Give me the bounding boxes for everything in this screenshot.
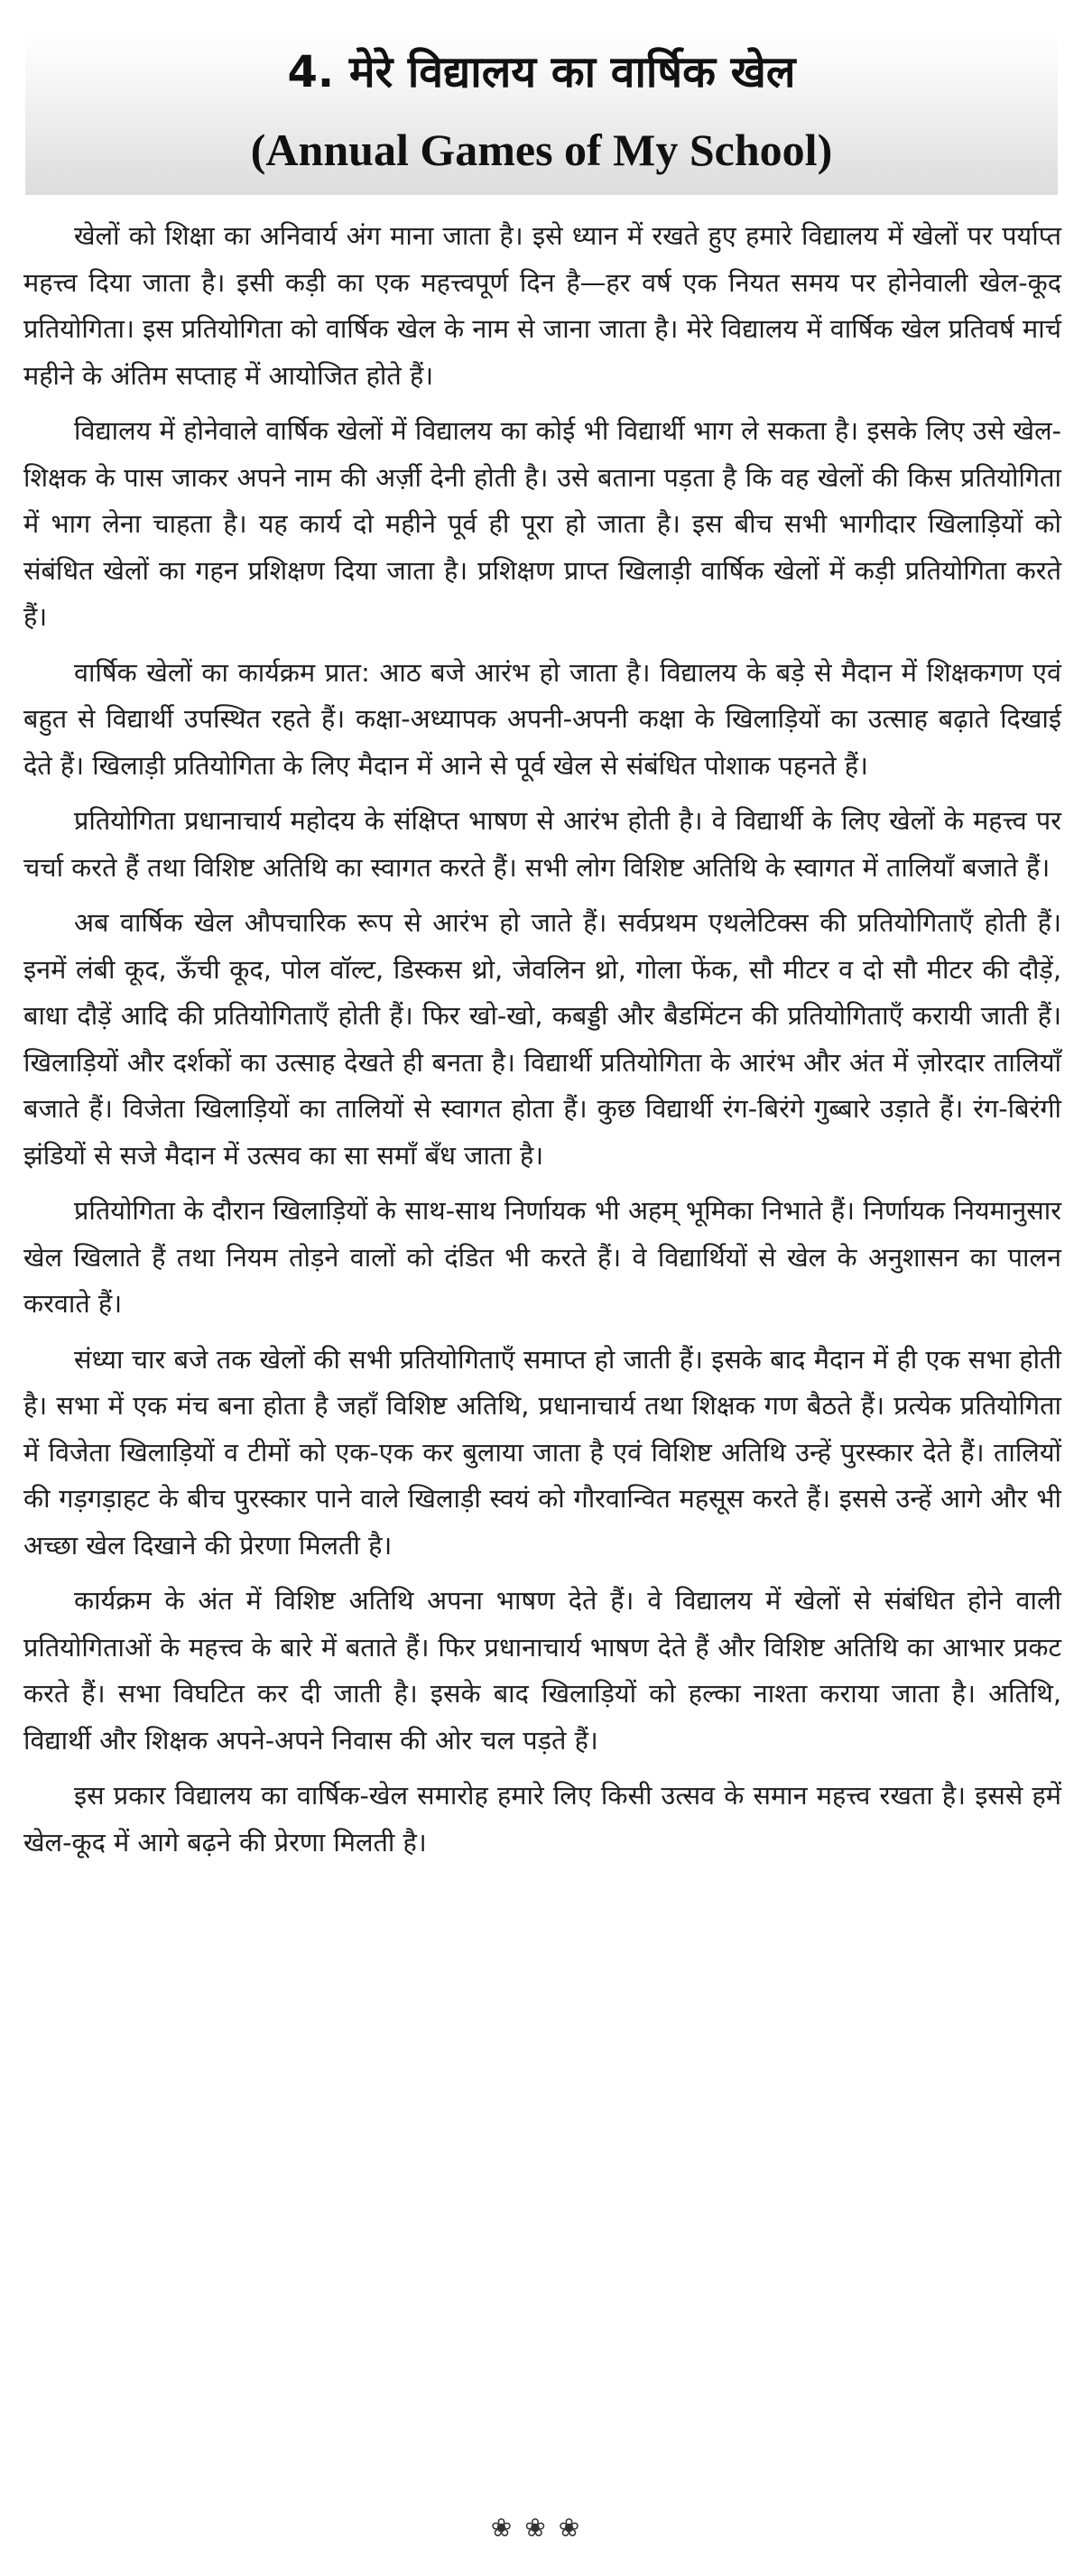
paragraph-programme-start: वार्षिक खेलों का कार्यक्रम प्रात: आठ बजे आरंभ हो जाता है। विद्यालय के बड़े से मैदान में शिक्षकगण एवं बहुत से विद्यार्थी उपस्थित रहते हैं। कक्षा-अध्यापक अपनी-अपनी कक्षा के खिलाड़ियों का उत्साह बढ़ाते दिखाई देते हैं। खिलाड़ी प्रतियोगिता के लिए मैदान में आने से पूर्व खेल से संबंधित पोशाक पहनते हैं। — [23, 656, 1061, 781]
paragraph-prize-ceremony: संध्या चार बजे तक खेलों की सभी प्रतियोगिताएँ समाप्त हो जाती हैं। इसके बाद मैदान में ही एक सभा होती है। सभा में एक मंच बना होता है जहाँ विशिष्ट अतिथि, प्रधानाचार्य तथा शिक्षक गण बैठते हैं। प्रत्येक प्रतियोगिता में विजेता खिलाड़ियों व टीमों को एक-एक कर बुलाया जाता है एवं विशिष्ट अतिथि उन्हें पुरस्कार देते हैं। तालियों की गड़गड़ाहट के बीच पुरस्कार पाने वाले खिलाड़ी स्वयं को गौरवान्वित महसूस करते हैं। इससे उन्हें आगे और भी अच्छा खेल दिखाने की प्रेरणा मिलती है। — [23, 1343, 1061, 1561]
page-title: 4. मेरे विद्यालय का वार्षिक खेल — [287, 47, 796, 97]
paragraph-events: अब वार्षिक खेल औपचारिक रूप से आरंभ हो जाते हैं। सर्वप्रथम एथलेटिक्स की प्रतियोगिताएँ होती हैं। इनमें लंबी कूद, ऊँची कूद, पोल वॉल्ट, डिस्कस थ्रो, जेवलिन थ्रो, गोला फेंक, सौ मीटर व दो सौ मीटर की दौड़ें, बाधा दौड़ें आदि की प्रतियोगिताएँ होती हैं। फिर खो-खो, कबड्डी और बैडमिंटन की प्रतियोगिताएँ करायी जाती हैं। खिलाड़ियों और दर्शकों का उत्साह देखते ही बनता है। विद्यार्थी प्रतियोगिता के आरंभ और अंत में ज़ोरदार तालियाँ बजाते हैं। विजेता खिलाड़ियों का तालियों से स्वागत होता हैं। कुछ विद्यार्थी रंग-बिरंगे गुब्बारे उड़ाते हैं। रंग-बिरंगी झंडियों से सजे मैदान में उत्सव का सा समाँ बँध जाता है। — [23, 907, 1061, 1171]
page-subtitle: (Annual Games of My School) — [250, 125, 833, 175]
paragraph-closing: कार्यक्रम के अंत में विशिष्ट अतिथि अपना भाषण देते हैं। वे विद्यालय में खेलों से संबंधित होने वाली प्रतियोगिताओं के महत्त्व के बारे में बताते हैं। फिर प्रधानाचार्य भाषण देते हैं और विशिष्ट अतिथि का आभार प्रकट करते हैं। सभा विघटित कर दी जाती है। इसके बाद खिलाड़ियों को हल्का नाश्ता कराया जाता है। अतिथि, विद्यार्थी और शिक्षक अपने-अपने निवास की ओर चल पड़ते हैं। — [23, 1585, 1061, 1756]
paragraph-conclusion: इस प्रकार विद्यालय का वार्षिक-खेल समारोह हमारे लिए किसी उत्सव के समान महत्त्व रखता है। इससे हमें खेल-कूद में आगे बढ़ने की प्रेरणा मिलती है। — [23, 1780, 1061, 1858]
paragraph-judges: प्रतियोगिता के दौरान खिलाड़ियों के साथ-साथ निर्णायक भी अहम् भूमिका निभाते हैं। निर्णायक नियमानुसार खेल खिलाते हैं तथा नियम तोड़ने वालों को दंडित भी करते हैं। वे विद्यार्थियों से खेल के अनुशासन का पालन करवाते हैं। — [23, 1195, 1062, 1319]
paragraph-participation: विद्यालय में होनेवाले वार्षिक खेलों में विद्यालय का कोई भी विद्यार्थी भाग ले सकता है। इसके लिए उसे खेल-शिक्षक के पास जाकर अपने नाम की अर्ज़ी देनी होती है। उसे बताना पड़ता है कि वह खेलों की किस प्रतियोगिता में भाग लेना चाहता है। यह कार्य दो महीने पूर्व ही पूरा हो जाता है। इस बीच सभी भागीदार खिलाड़ियों को संबंधित खेलों का गहन प्रशिक्षण दिया जाता है। प्रशिक्षण प्राप्त खिलाड़ी वार्षिक खेलों में कड़ी प्रतियोगिता करते हैं। — [23, 415, 1061, 632]
essay-body — [23, 213, 1061, 1875]
flower-ornament-icon: ❀❀❀ — [490, 2513, 593, 2543]
title-banner — [25, 32, 1058, 195]
paragraph-principal-speech: प्रतियोगिता प्रधानाचार्य महोदय के संक्षिप्त भाषण से आरंभ होती है। वे विद्यार्थी के लिए खेलों के महत्त्व पर चर्चा करते हैं तथा विशिष्ट अतिथि का स्वागत करते हैं। सभी लोग विशिष्ट अतिथि के स्वागत में तालियाँ बजाते हैं। — [23, 805, 1061, 883]
paragraph-introduction: खेलों को शिक्षा का अनिवार्य अंग माना जाता है। इसे ध्यान में रखते हुए हमारे विद्यालय में खेलों पर पर्याप्त महत्त्व दिया जाता है। इसी कड़ी का एक महत्त्वपूर्ण दिन है—हर वर्ष एक नियत समय पर होनेवाली खेल-कूद प्रतियोगिता। इस प्रतियोगिता को वार्षिक खेल के नाम से जाना जाता है। मेरे विद्यालय में वार्षिक खेल प्रतिवर्ष मार्च महीने के अंतिम सप्ताह में आयोजित होते हैं। — [23, 220, 1061, 391]
